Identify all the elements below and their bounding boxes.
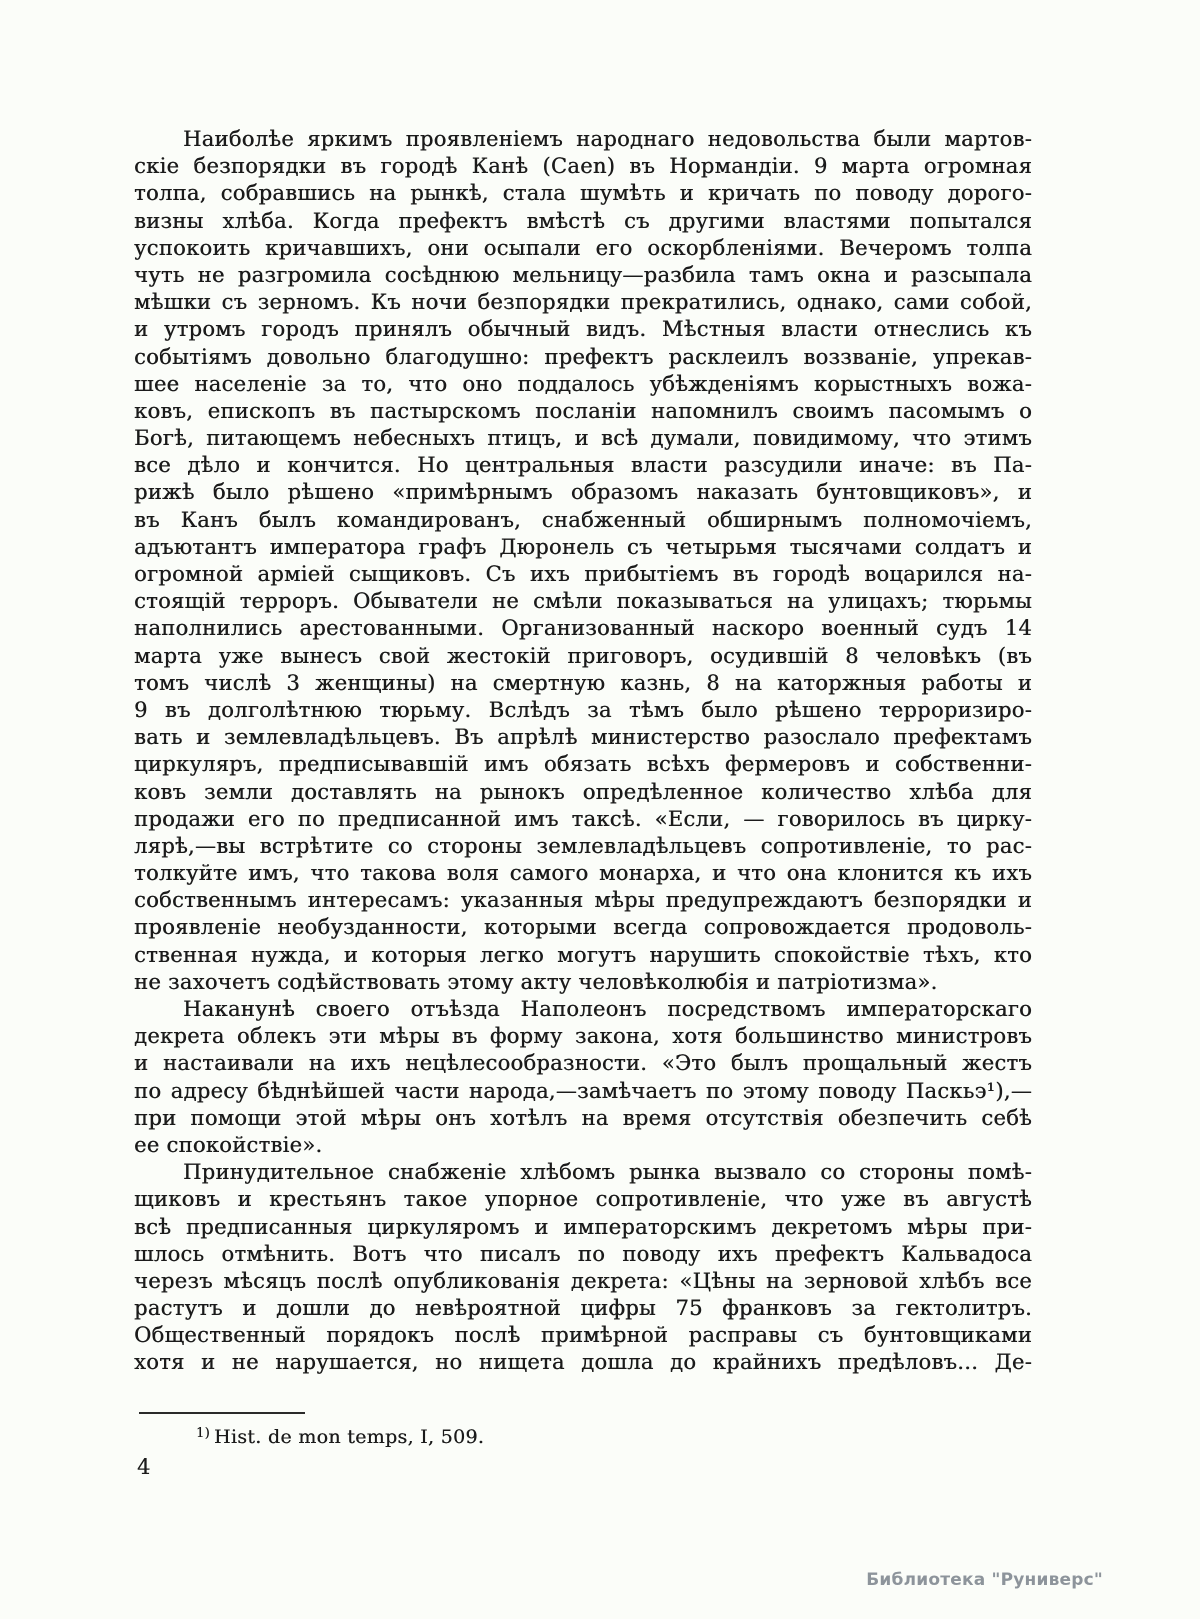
text-line: Общественный порядокъ послѣ примѣрной расправы съ бунтовщиками [134,1323,1032,1348]
text-line: въ Канъ былъ командированъ, снабженный обширнымъ полномочіемъ, [134,507,1032,532]
page-number: 4 [137,1455,151,1479]
text-line: проявленіе необузданности, которыми всегда сопровождается продоволь- [134,915,1032,940]
text-line: визны хлѣба. Когда префектъ вмѣстѣ съ другими властями попытался [134,208,1032,233]
text-line: черезъ мѣсяцъ послѣ опубликованія декрета: «Цѣны на зерновой хлѣбъ все [134,1268,1032,1293]
text-line: чуть не разгромила сосѣднюю мельницу—разбила тамъ окна и разсыпала [134,262,1032,287]
text-line: толкуйте имъ, что такова воля самого монарха, и что она клонится къ ихъ [134,861,1032,886]
footnote-marker: 1) [196,1426,210,1441]
text-line: растутъ и дошли до невѣроятной цифры 75 франковъ за гектолитръ. [134,1296,1032,1321]
text-line: всѣ предписанныя циркуляромъ и императорскимъ декретомъ мѣры при- [134,1214,1032,1239]
footnote-divider [139,1412,305,1414]
text-line: адъютантъ императора графъ Дюронель съ четырьмя тысячами солдатъ и [134,534,1032,559]
text-line: 9 въ долголѣтнюю тюрьму. Вслѣдъ за тѣмъ было рѣшено терроризиро- [134,697,1032,722]
text-line: наполнились арестованными. Организованный наскоро военный судъ 14 [134,616,1032,641]
paragraph [134,126,1032,996]
text-line: собственнымъ интересамъ: указанныя мѣры предупреждаютъ безпорядки и [134,888,1032,913]
text-line: мѣшки съ зерномъ. Къ ночи безпорядки прекратились, однако, сами собой, [134,290,1032,315]
text-block [134,126,1032,1377]
paragraph [134,996,1032,1159]
text-line: событіямъ довольно благодушно: префектъ расклеилъ воззваніе, упрекав- [134,344,1032,369]
text-line: ее спокойствіе». [134,1132,323,1157]
text-line: стоящій терроръ. Обыватели не смѣли показываться на улицахъ; тюрьмы [134,589,1032,614]
text-line: продажи его по предписанной имъ таксѣ. «Если, — говорилось въ цирку- [134,806,1032,831]
text-line: не захочетъ содѣйствовать этому акту человѣколюбія и патріотизма». [134,969,938,994]
text-line: Богѣ, питающемъ небесныхъ птицъ, и всѣ думали, повидимому, что этимъ [134,426,1032,451]
text-line: Принудительное снабженіе хлѣбомъ рынка вызвало со стороны помѣ- [183,1160,1032,1185]
text-line: по адресу бѣднѣйшей части народа,—замѣчаетъ по этому поводу Паскьэ¹),— [134,1078,1032,1103]
text-line: и утромъ городъ принялъ обычный видъ. Мѣстныя власти отнеслись къ [134,317,1032,342]
footnote-text: Hist. de mon temps, I, 509. [213,1426,485,1448]
text-line: шее населеніе за то, что оно поддалось убѣжденіямъ корыстныхъ вожа- [134,371,1032,396]
text-line: ковъ земли доставлять на рынокъ опредѣленное количество хлѣба для [134,779,1032,804]
text-line: декрета облекъ эти мѣры въ форму закона, хотя большинство министровъ [134,1024,1032,1049]
library-watermark: Библиотека "Руниверс" [866,1570,1103,1590]
text-line: рижѣ было рѣшено «примѣрнымъ образомъ наказать бунтовщиковъ», и [134,480,1032,505]
text-line: Наканунѣ своего отъѣзда Наполеонъ посредствомъ императорскаго [183,997,1032,1021]
text-line: и настаивали на ихъ нецѣлесообразности. «Это былъ прощальный жестъ [134,1051,1032,1076]
text-line: все дѣло и кончится. Но центральныя власти разсудили иначе: въ Па- [134,453,1032,478]
text-line: лярѣ,—вы встрѣтите со стороны землевладѣльцевъ сопротивленіе, то рас- [134,833,1032,858]
text-line: циркуляръ, предписывавшій имъ обязать всѣхъ фермеровъ и собственни- [134,752,1032,777]
text-line: ковъ, епископъ въ пастырскомъ посланіи напомнилъ своимъ пасомымъ о [134,398,1032,423]
text-line: скіе безпорядки въ городѣ Канѣ (Caen) въ Нормандіи. 9 марта огромная [134,154,1032,179]
text-line: щиковъ и крестьянъ такое упорное сопротивленіе, что уже въ августѣ [134,1187,1032,1212]
text-line: при помощи этой мѣры онъ хотѣлъ на время отсутствія обезпечить себѣ [134,1105,1032,1130]
text-line: томъ числѣ 3 женщины) на смертную казнь, 8 на каторжныя работы и [134,670,1032,695]
text-line: ственная нужда, и которыя легко могутъ нарушить спокойствіе тѣхъ, кто [134,942,1032,967]
text-line: огромной арміей сыщиковъ. Съ ихъ прибытіемъ въ городѣ воцарился на- [134,562,1032,586]
text-line: марта уже вынесъ свой жестокій приговоръ, осудившій 8 человѣкъ (въ [134,643,1032,668]
text-line: успокоить кричавшихъ, они осыпали его оскорбленіями. Вечеромъ толпа [134,235,1032,260]
paragraph [134,1159,1032,1377]
text-line: Наиболѣе яркимъ проявленіемъ народнаго недовольства были мартов- [183,127,1032,151]
text-line: хотя и не нарушается, но нищета дошла до крайнихъ предѣловъ... Де- [134,1350,1032,1375]
footnote [196,1426,484,1448]
text-line: шлось отмѣнить. Вотъ что писалъ по поводу ихъ префектъ Кальвадоса [134,1241,1032,1266]
text-line: толпа, собравшись на рынкѣ, стала шумѣть и кричать по поводу дорого- [134,181,1032,206]
text-line: вать и землевладѣльцевъ. Въ апрѣлѣ министерство разослало префектамъ [134,725,1032,750]
